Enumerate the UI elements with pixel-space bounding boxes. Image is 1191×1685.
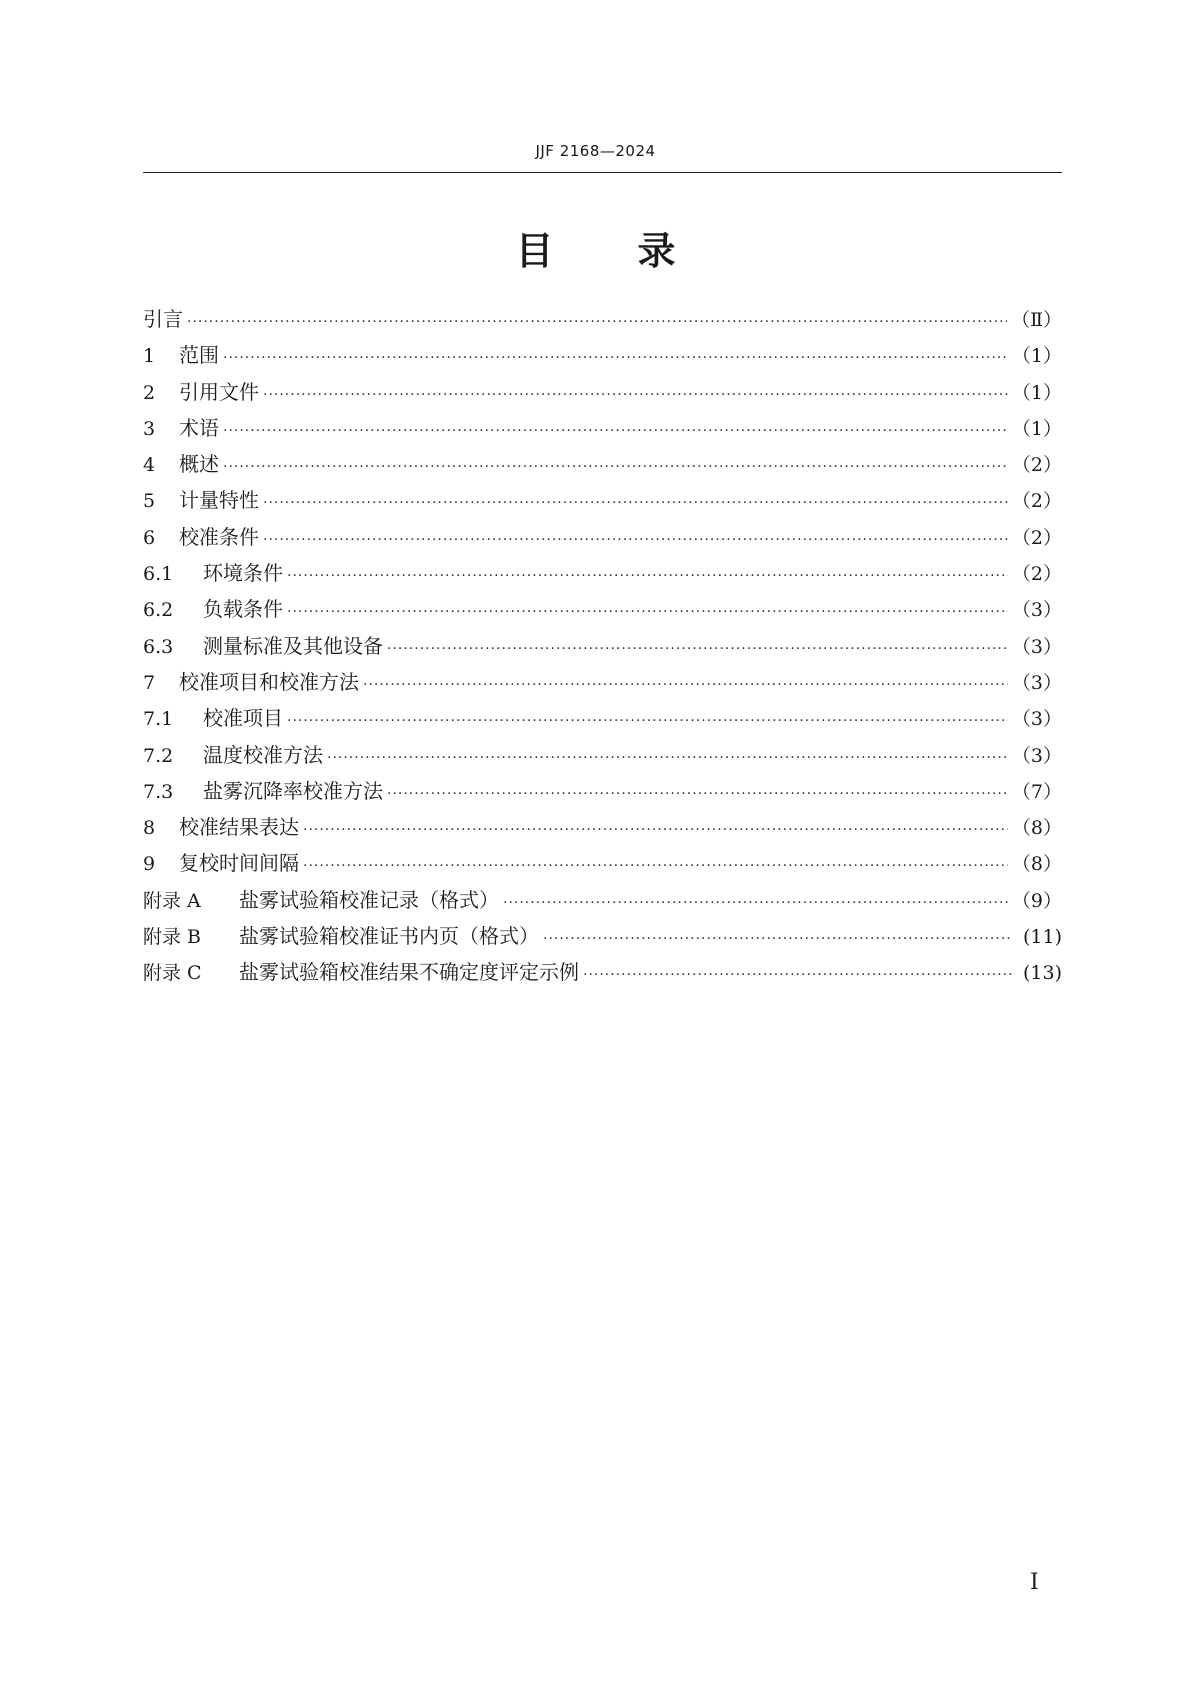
toc-entry-label: 引言 (143, 307, 183, 331)
toc-entry-label: 范围 (179, 343, 219, 368)
toc-entry[interactable] (143, 376, 1062, 412)
toc-entry-label: 温度校准方法 (203, 742, 323, 767)
toc-entry-label: 复校时间间隔 (179, 851, 299, 876)
toc-leader-dots (287, 604, 1008, 620)
toc-entry-page: (11) (1022, 926, 1062, 949)
toc-entry-label: 术语 (179, 415, 219, 440)
toc-leader-dots (287, 568, 1008, 584)
toc-entry-page: （9） (1011, 889, 1062, 912)
toc-leader-dots (303, 822, 1008, 838)
toc-entry-number: 6.1 (143, 563, 174, 586)
toc-entry[interactable] (143, 666, 1062, 702)
toc-entry-label: 计量特性 (179, 488, 259, 513)
toc-entry-number: 7.1 (143, 708, 174, 731)
toc-entry-page: （3） (1011, 599, 1062, 622)
toc-entry-number: 1 (143, 345, 156, 368)
page-number: Ⅰ (1030, 1570, 1039, 1595)
toc-entry[interactable] (143, 920, 1062, 956)
toc-entry[interactable] (143, 448, 1062, 484)
toc-entry-number: 9 (143, 853, 156, 876)
toc-entry[interactable] (143, 956, 1062, 992)
toc-entry-label: 负载条件 (203, 597, 283, 622)
toc-entry-number: 4 (143, 454, 156, 477)
toc-entry-page: （2） (1011, 526, 1062, 549)
header-divider (143, 172, 1062, 173)
toc-leader-dots (287, 713, 1008, 729)
toc-entry-page: （2） (1011, 490, 1062, 513)
toc-entry-page: （8） (1011, 853, 1062, 876)
toc-entry-label: 盐雾试验箱校准结果不确定度评定示例 (239, 960, 579, 985)
toc-entry-number: 附录 B (143, 926, 202, 949)
toc-entry-page: （1） (1011, 345, 1062, 368)
title-char: 目 (515, 229, 554, 273)
toc-entry[interactable] (143, 630, 1062, 666)
document-code: JJF 2168—2024 (535, 142, 656, 160)
toc-leader-dots (387, 786, 1008, 802)
toc-entry-number: 7.2 (143, 744, 174, 767)
toc-leader-dots (223, 459, 1008, 475)
toc-leader-dots (263, 495, 1008, 511)
toc-entry-label: 盐雾沉降率校准方法 (203, 778, 383, 803)
toc-leader-dots (303, 858, 1008, 874)
toc-entry-label: 测量标准及其他设备 (203, 633, 383, 658)
toc-entry-number: 7 (143, 671, 156, 694)
toc-leader-dots (327, 750, 1008, 766)
page-title (0, 220, 1191, 275)
toc-entry-page: （8） (1011, 817, 1062, 840)
toc-entry-page: （Ⅱ） (1011, 309, 1062, 331)
toc-leader-dots (387, 641, 1008, 657)
toc-entry[interactable] (143, 412, 1062, 448)
toc-entry-label: 盐雾试验箱校准记录（格式） (239, 887, 499, 912)
toc-entry-page: （3） (1011, 708, 1062, 731)
toc-entry-number: 6.3 (143, 635, 174, 658)
toc-entry[interactable] (143, 884, 1062, 920)
toc-leader-dots (187, 314, 1007, 330)
toc-leader-dots (363, 677, 1008, 693)
toc-entry[interactable] (143, 521, 1062, 557)
toc-entry-page: (13) (1022, 962, 1062, 985)
toc-entry-number: 附录 A (143, 889, 201, 912)
toc-entry[interactable] (143, 303, 1062, 339)
toc-entry-label: 校准结果表达 (179, 815, 299, 840)
toc-leader-dots (223, 350, 1008, 366)
toc-leader-dots (263, 532, 1008, 548)
toc-entry-label: 环境条件 (203, 561, 283, 586)
toc-leader-dots (583, 967, 1012, 983)
toc-entry-page: （3） (1011, 635, 1062, 658)
toc-entry[interactable] (143, 484, 1062, 520)
toc-entry[interactable] (143, 339, 1062, 375)
toc-entry-page: （3） (1011, 671, 1062, 694)
toc-entry-label: 概述 (179, 452, 219, 477)
toc-leader-dots (263, 387, 1008, 403)
toc-entry-page: （2） (1011, 563, 1062, 586)
toc-entry-number: 5 (143, 490, 156, 513)
toc-leader-dots (543, 931, 1012, 947)
toc-entry[interactable] (143, 811, 1062, 847)
toc-entry-page: （1） (1011, 381, 1062, 404)
toc-entry-number: 附录 C (143, 962, 202, 985)
toc-entry-label: 校准项目和校准方法 (179, 669, 359, 694)
table-of-contents (143, 303, 1062, 993)
toc-entry[interactable] (143, 847, 1062, 883)
title-char: 录 (637, 229, 676, 273)
toc-entry-page: （2） (1011, 454, 1062, 477)
toc-entry-number: 8 (143, 817, 156, 840)
toc-entry-label: 引用文件 (179, 379, 259, 404)
toc-entry[interactable] (143, 702, 1062, 738)
toc-entry-number: 2 (143, 381, 156, 404)
toc-entry[interactable] (143, 775, 1062, 811)
toc-entry-label: 校准项目 (203, 706, 283, 731)
toc-entry[interactable] (143, 739, 1062, 775)
toc-entry-number: 6.2 (143, 599, 174, 622)
toc-entry-label: 盐雾试验箱校准证书内页（格式） (239, 924, 539, 949)
toc-entry-label: 校准条件 (179, 524, 259, 549)
toc-entry-page: （3） (1011, 744, 1062, 767)
toc-entry-page: （7） (1011, 780, 1062, 803)
toc-entry-number: 7.3 (143, 780, 174, 803)
toc-entry[interactable] (143, 557, 1062, 593)
toc-entry-number: 6 (143, 526, 156, 549)
toc-entry-page: （1） (1011, 417, 1062, 440)
toc-leader-dots (223, 423, 1008, 439)
toc-entry-number: 3 (143, 417, 156, 440)
toc-leader-dots (503, 895, 1008, 911)
toc-entry[interactable] (143, 593, 1062, 629)
